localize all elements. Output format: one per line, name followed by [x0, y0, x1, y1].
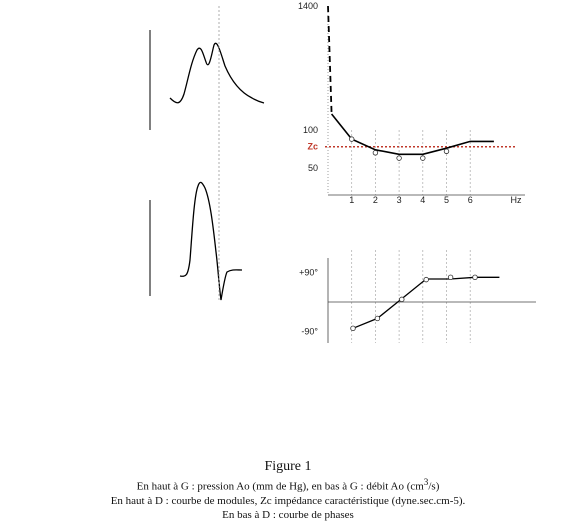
pressure-waveform-panel	[150, 30, 264, 130]
pressure-curve	[170, 43, 264, 103]
flow-curve	[180, 182, 242, 300]
module-data-point	[421, 156, 426, 161]
phase-data-point	[424, 277, 429, 282]
module-x-axis-label: Hz	[510, 195, 522, 205]
flow-waveform-panel	[150, 182, 242, 300]
phase-plot	[299, 250, 536, 343]
module-data-point	[397, 156, 402, 161]
caption-line-1-end: /s)	[428, 480, 440, 493]
phase-data-point	[375, 316, 380, 321]
figure-caption	[0, 458, 576, 522]
module-data-point	[349, 137, 354, 142]
phase-data-point	[351, 326, 356, 331]
module-x-tick-label: 3	[396, 195, 402, 205]
phase-curve	[353, 277, 499, 328]
module-x-tick-label: 6	[467, 195, 473, 205]
module-x-tick-label: 1	[349, 195, 355, 205]
caption-line-3: En bas à D : courbe de phases	[222, 508, 354, 521]
module-x-tick-label: 5	[443, 195, 450, 205]
module-curve	[332, 114, 494, 154]
caption-line-2: En haut à D : courbe de modules, Zc impédance caractéristique (dyne.sec.cm-5).	[110, 494, 466, 507]
module-y-tick-label: 50	[307, 163, 318, 173]
caption-line-1-superscript: 3	[423, 477, 429, 487]
caption-line-1	[0, 475, 576, 494]
phase-y-tick-label: -90°	[301, 326, 318, 337]
caption-line-1-text: En haut à G : pression Ao (mm de Hg), en bas à G : débit Ao (cm	[136, 480, 424, 493]
module-y-tick-label: 100	[302, 125, 318, 135]
module-x-tick-label: 4	[420, 195, 426, 205]
phase-data-point	[400, 297, 405, 302]
zc-label: Zc	[307, 141, 318, 152]
phase-data-point	[448, 275, 453, 280]
module-plot	[298, 1, 525, 205]
module-x-tick-label: 2	[372, 195, 378, 205]
module-curve-dashed	[328, 6, 332, 114]
module-y-tick-label: 1400	[297, 1, 318, 11]
caption-title: Figure 1	[264, 459, 312, 474]
module-data-point	[373, 151, 378, 156]
phase-data-point	[473, 275, 478, 280]
phase-y-tick-label: +90°	[299, 267, 318, 278]
module-data-point	[444, 149, 449, 154]
